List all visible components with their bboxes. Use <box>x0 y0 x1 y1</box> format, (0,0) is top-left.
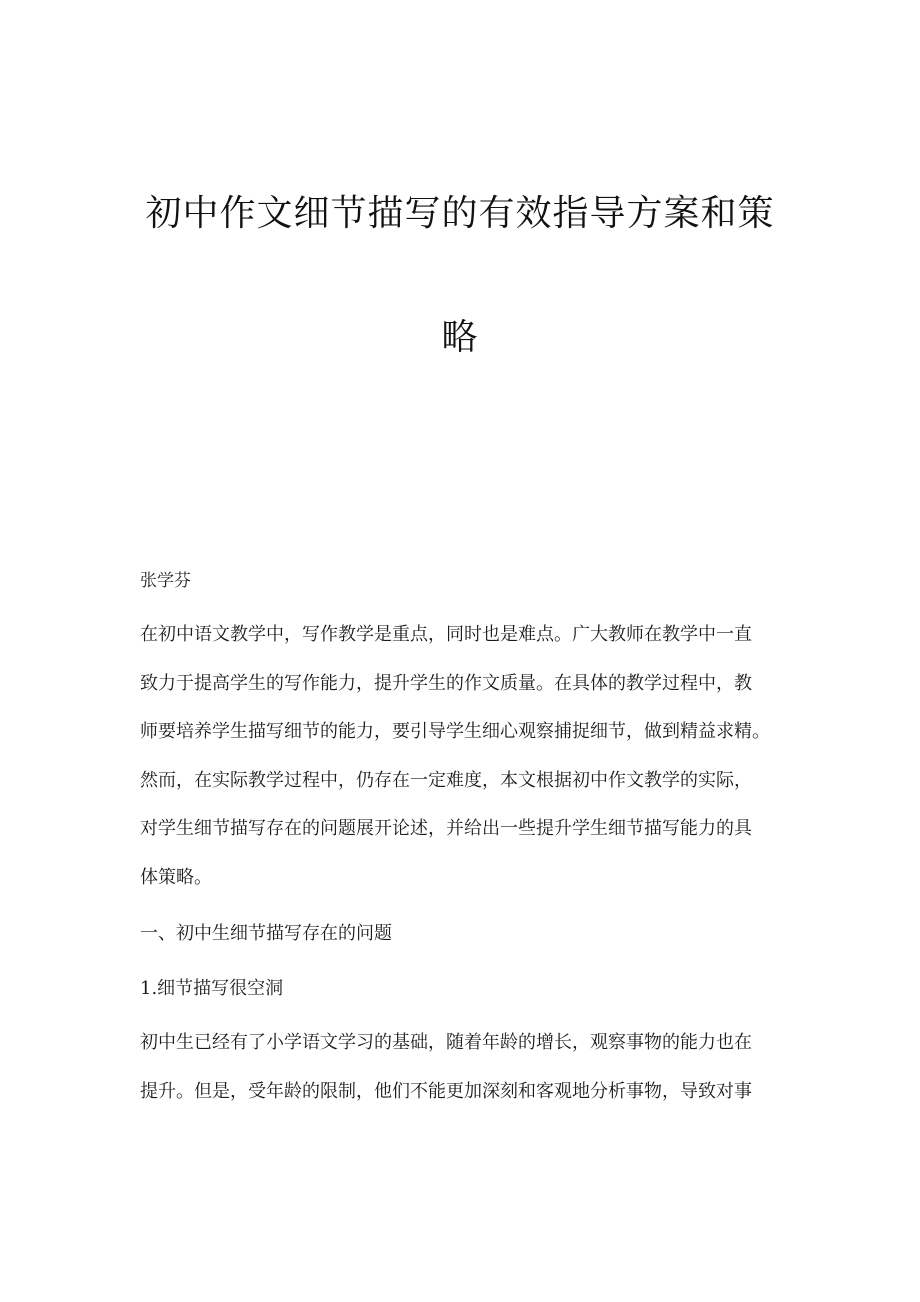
section-paragraph <box>140 1019 790 1116</box>
intro-line: 在初中语文教学中，写作教学是重点，同时也是难点。广大教师在教学中一直 <box>140 624 752 645</box>
author-name: 张学芬 <box>140 571 191 591</box>
intro-line: 然而，在实际教学过程中，仍存在一定难度，本文根据初中作文教学的实际， <box>140 769 752 791</box>
section-line: 提升。但是，受年龄的限制，他们不能更加深刻和客观地分析事物，导致对事 <box>140 1080 752 1102</box>
intro-line: 师要培养学生描写细节的能力，要引导学生细心观察捕捉细节，做到精益求精。 <box>140 721 770 742</box>
section-line: 初中生已经有了小学语文学习的基础，随着年龄的增长，观察事物的能力也在 <box>140 1032 752 1053</box>
intro-line: 致力于提高学生的写作能力，提升学生的作文质量。在具体的教学过程中，教 <box>140 672 752 694</box>
section-heading: 一、初中生细节描写存在的问题 <box>140 923 392 944</box>
document-title-line-2: 略 <box>441 317 479 358</box>
document-title-line-1: 初中作文细节描写的有效指导方案和策 <box>145 193 775 234</box>
subsection-heading: 1.细节描写很空洞 <box>140 978 284 999</box>
intro-line: 对学生细节描写存在的问题展开论述，并给出一些提升学生细节描写能力的具 <box>140 818 752 839</box>
intro-line: 体策略。 <box>140 866 212 888</box>
intro-paragraph <box>140 611 790 902</box>
